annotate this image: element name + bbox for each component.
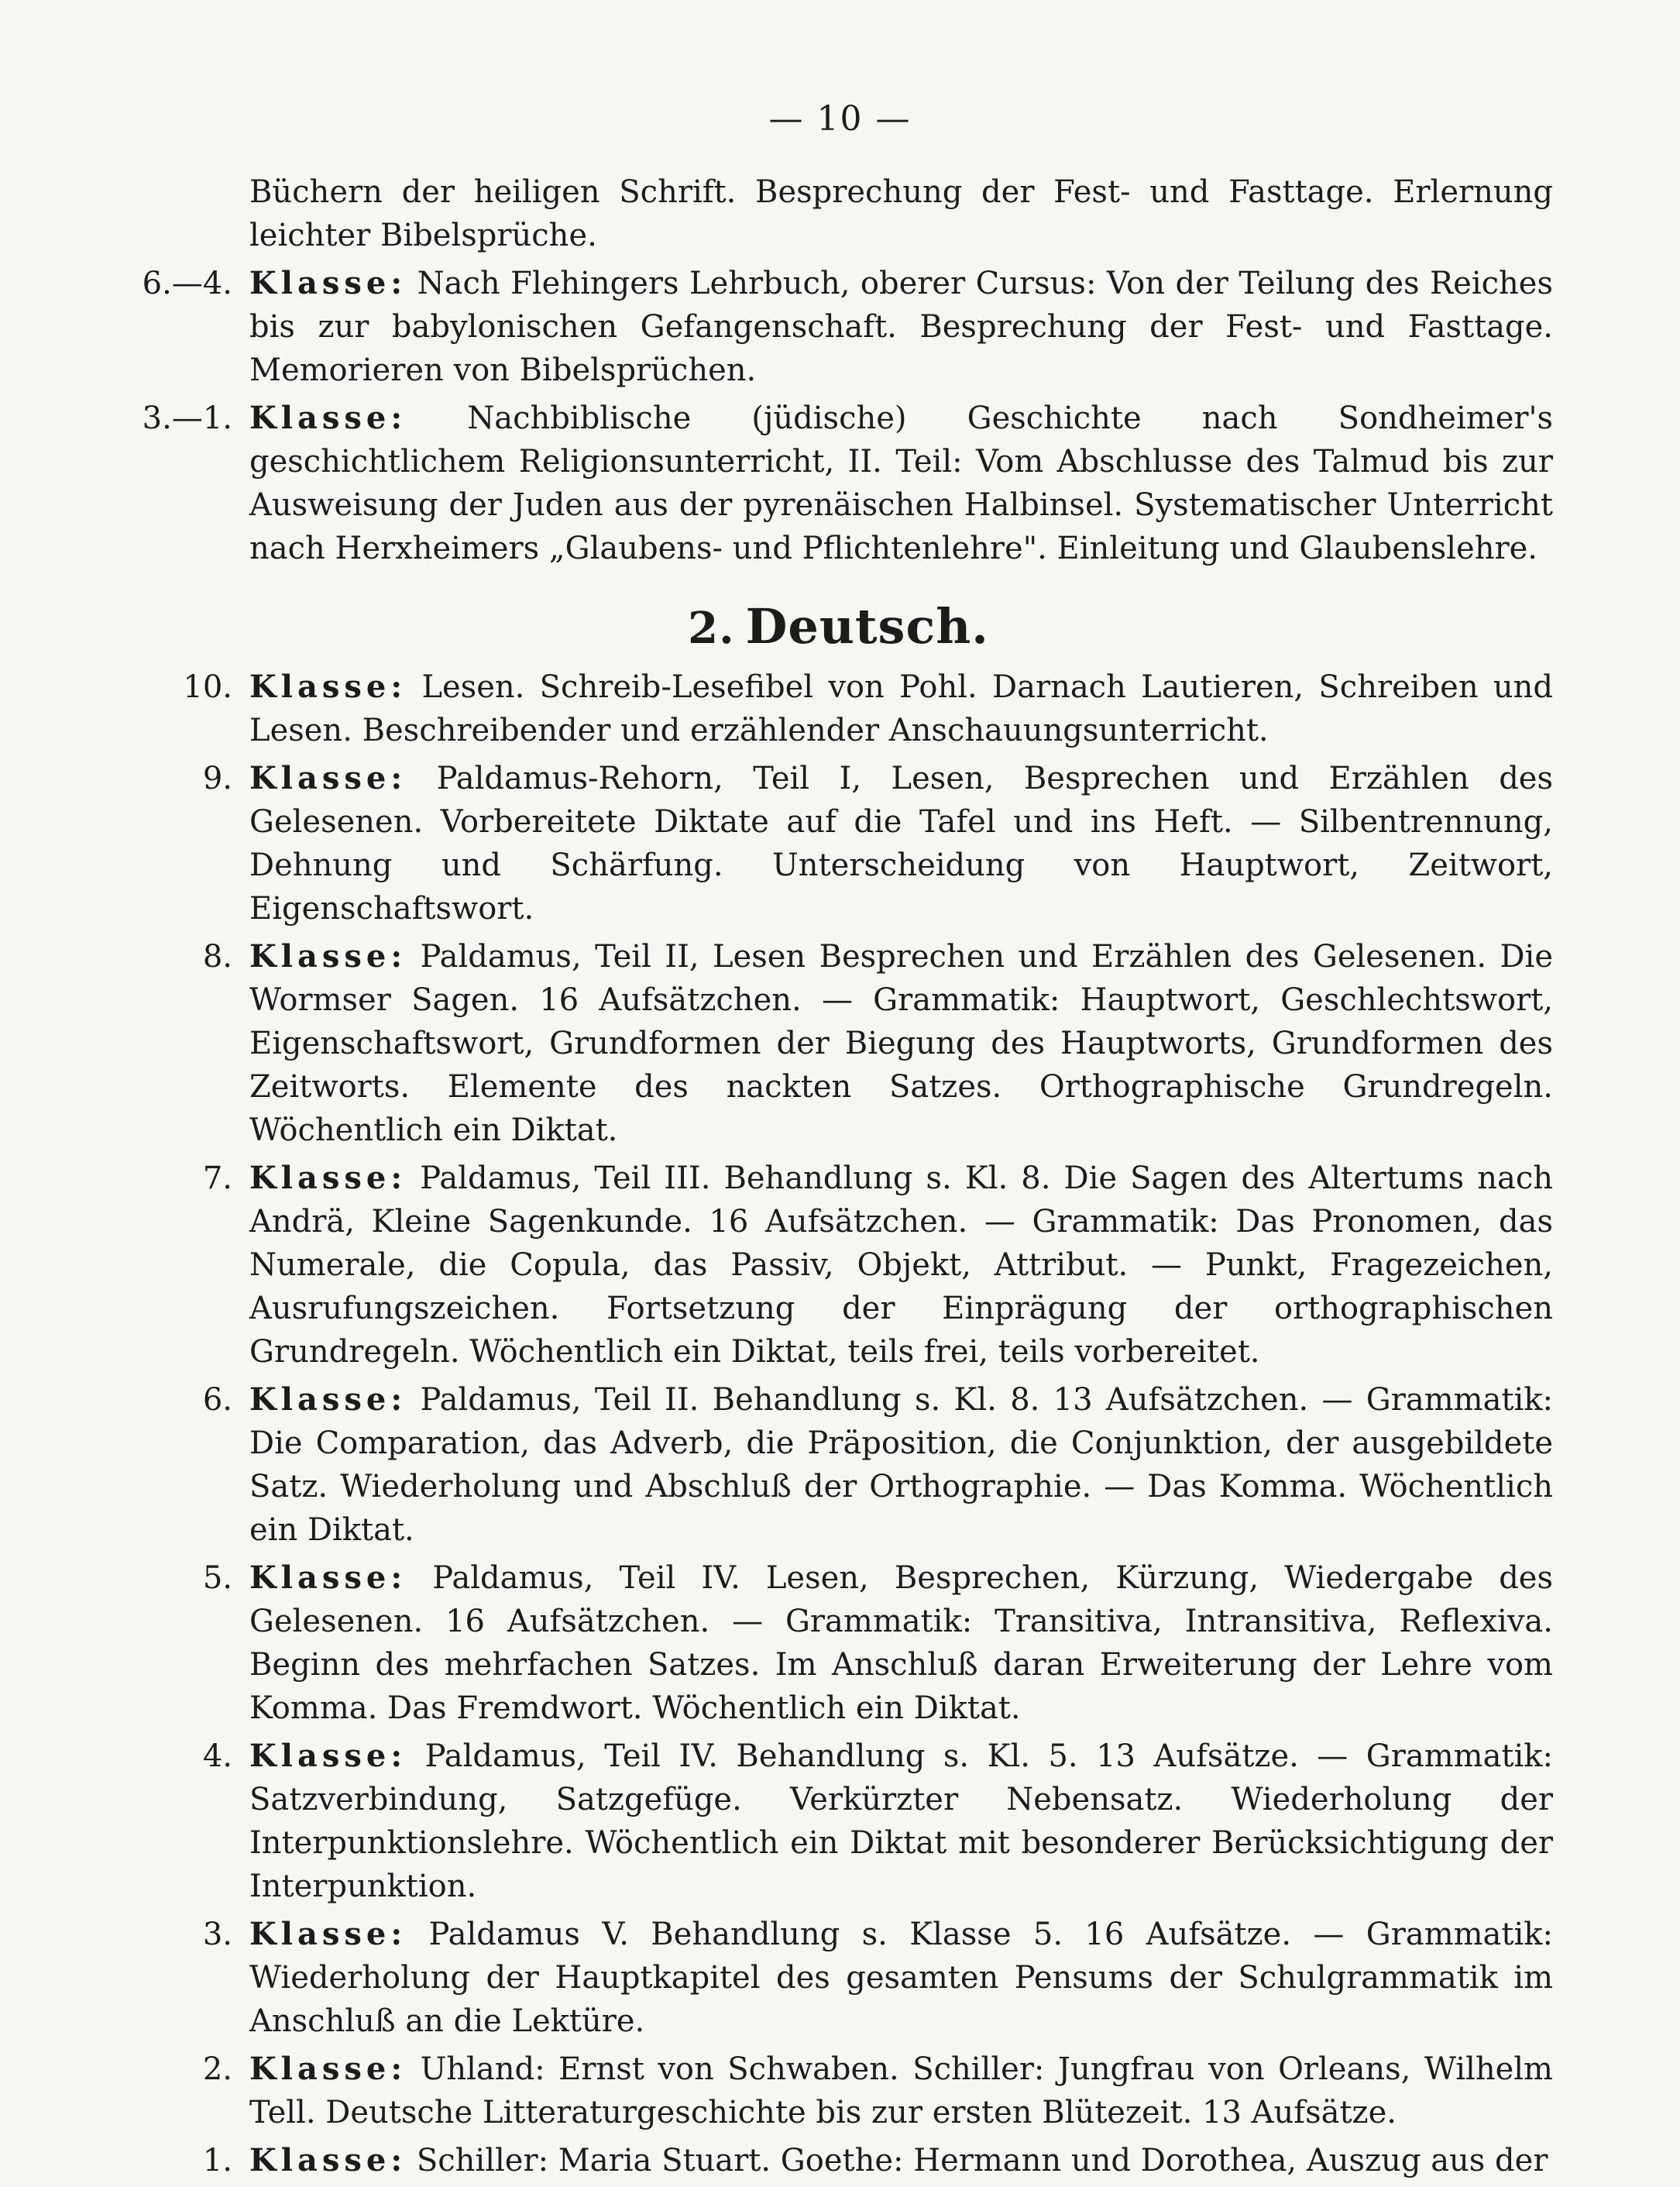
- klasse-label: Klasse:: [249, 669, 407, 705]
- entry-number: 1.: [202, 2143, 232, 2178]
- klasse-label: Klasse:: [249, 400, 407, 436]
- entry-text: Paldamus-Rehorn, Teil I, Lesen, Besprechen und Erzählen des Gelesenen. Vorbereitete Diktate auf die Tafel und ins Heft. — Silbentrennung, Dehnung und Schärfung. Unterscheidung von Hauptwort, Zeitwort, Eigenschaftswort.: [249, 761, 1553, 927]
- continuation-text: Büchern der heiligen Schrift. Besprechung der Fest- und Fasttage. Erlernung leichter Bibelsprüche.: [249, 174, 1553, 253]
- religion-continuation: [124, 170, 1553, 257]
- entry-number: 6.: [202, 1382, 232, 1418]
- deutsch-entry: [124, 2048, 1553, 2134]
- klasse-label: Klasse:: [249, 1160, 407, 1196]
- deutsch-entry: [124, 1735, 1553, 1908]
- deutsch-entry: [124, 935, 1553, 1152]
- entry-text: Uhland: Ernst von Schwaben. Schiller: Jungfrau von Orleans, Wilhelm Tell. Deutsche Litteraturgeschichte bis zur ersten Blütezeit. 13 Aufsätze.: [249, 2051, 1553, 2130]
- entry-text: Paldamus, Teil IV. Behandlung s. Kl. 5. 13 Aufsätze. — Grammatik: Satzverbindung, Satzgefüge. Verkürzter Nebensatz. Wiederholung der Interpunktionslehre. Wöchentlich ein Diktat mit besonderer Berücksichtigung der Interpunktion.: [249, 1738, 1553, 1904]
- klasse-label: Klasse:: [249, 1916, 407, 1952]
- deutsch-entry: [124, 1157, 1553, 1374]
- deutsch-entry: [124, 1378, 1553, 1552]
- deutsch-entry: [124, 1556, 1553, 1730]
- entry-text: Lesen. Schreib-Lesefibel von Pohl. Darnach Lautieren, Schreiben und Lesen. Beschreibender und erzählender Anschauungsunterricht.: [249, 669, 1553, 748]
- entry-number: 3.—1.: [142, 401, 232, 436]
- deutsch-entry: [124, 1913, 1553, 2043]
- entry-number: 2.: [202, 2051, 232, 2087]
- klasse-label: Klasse:: [249, 760, 407, 796]
- entry-text: Nachbiblische (jüdische) Geschichte nach Sondheimer's geschichtlichem Religionsunterricht, II. Teil: Vom Abschlusse des Talmud bis zur Ausweisung der Juden aus der pyrenäischen Halbinsel. Systematischer Unterricht nach Herxheimers „Glaubens- und Pflichtenlehre". Einleitung und Glaubenslehre.: [249, 401, 1554, 566]
- deutsch-entry: [124, 757, 1553, 930]
- page-content: [124, 170, 1553, 2187]
- religion-entry: [124, 397, 1553, 570]
- section-heading: [124, 598, 1553, 655]
- klasse-label: Klasse:: [249, 265, 407, 301]
- section-number: 2.: [688, 603, 735, 654]
- entry-text: Nach Flehingers Lehrbuch, oberer Cursus: Von der Teilung des Reiches bis zur babylonischen Gefangenschaft. Besprechung der Fest- und Fasttage. Memorieren von Bibelsprüchen.: [249, 266, 1553, 388]
- entry-text: Paldamus, Teil IV. Lesen, Besprechen, Kürzung, Wiedergabe des Gelesenen. 16 Aufsätzchen. — Grammatik: Transitiva, Intransitiva, Reflexiva. Beginn des mehrfachen Satzes. Im Anschluß daran Erweiterung der Lehre vom Komma. Das Fremdwort. Wöchentlich ein Diktat.: [249, 1560, 1554, 1726]
- entry-number: 10.: [183, 669, 232, 705]
- entry-text: Paldamus, Teil II. Behandlung s. Kl. 8. 13 Aufsätzchen. — Grammatik: Die Comparation, das Adverb, die Präposition, die Conjunktion, der ausgebildete Satz. Wiederholung und Abschluß der Orthographie. — Das Komma. Wöchentlich ein Diktat.: [249, 1382, 1553, 1548]
- entry-text: Paldamus, Teil III. Behandlung s. Kl. 8. Die Sagen des Altertums nach Andrä, Kleine Sagenkunde. 16 Aufsätzchen. — Grammatik: Das Pronomen, das Numerale, die Copula, das Passiv, Objekt, Attribut. — Punkt, Fragezeichen, Ausrufungszeichen. Fortsetzung der Einprägung der orthographischen Grundregeln. Wöchentlich ein Diktat, teils frei, teils vorbereitet.: [249, 1161, 1553, 1370]
- deutsch-entry: [124, 2139, 1553, 2182]
- entry-number: 6.—4.: [142, 266, 232, 301]
- klasse-label: Klasse:: [249, 938, 407, 975]
- page-number: — 10 —: [768, 99, 912, 139]
- klasse-label: Klasse:: [249, 1559, 407, 1596]
- entry-text: Schiller: Maria Stuart. Goethe: Hermann und Dorothea, Auszug aus der: [416, 2143, 1548, 2178]
- entry-number: 4.: [202, 1738, 232, 1774]
- entry-text: Paldamus V. Behandlung s. Klasse 5. 16 Aufsätze. — Grammatik: Wiederholung der Hauptkapitel des gesamten Pensums der Schulgrammatik im Anschluß an die Lektüre.: [249, 1917, 1553, 2039]
- entry-number: 8.: [202, 939, 232, 975]
- religion-entry: [124, 262, 1553, 392]
- entry-number: 9.: [202, 761, 232, 796]
- entry-text: Paldamus, Teil II, Lesen Besprechen und Erzählen des Gelesenen. Die Wormser Sagen. 16 Aufsätzchen. — Grammatik: Hauptwort, Geschlechtswort, Eigenschaftswort, Grundformen der Biegung des Hauptworts, Grundformen des Zeitworts. Elemente des nackten Satzes. Orthographische Grundregeln. Wöchentlich ein Diktat.: [249, 939, 1553, 1148]
- klasse-label: Klasse:: [249, 1738, 407, 1774]
- klasse-label: Klasse:: [249, 2051, 407, 2087]
- section-title: Deutsch.: [745, 598, 989, 655]
- entry-number: 7.: [202, 1161, 232, 1196]
- klasse-label: Klasse:: [249, 1381, 407, 1418]
- entry-number: 3.: [202, 1917, 232, 1952]
- deutsch-entry: [124, 665, 1553, 752]
- klasse-label: Klasse:: [249, 2142, 407, 2178]
- entry-number: 5.: [202, 1560, 232, 1596]
